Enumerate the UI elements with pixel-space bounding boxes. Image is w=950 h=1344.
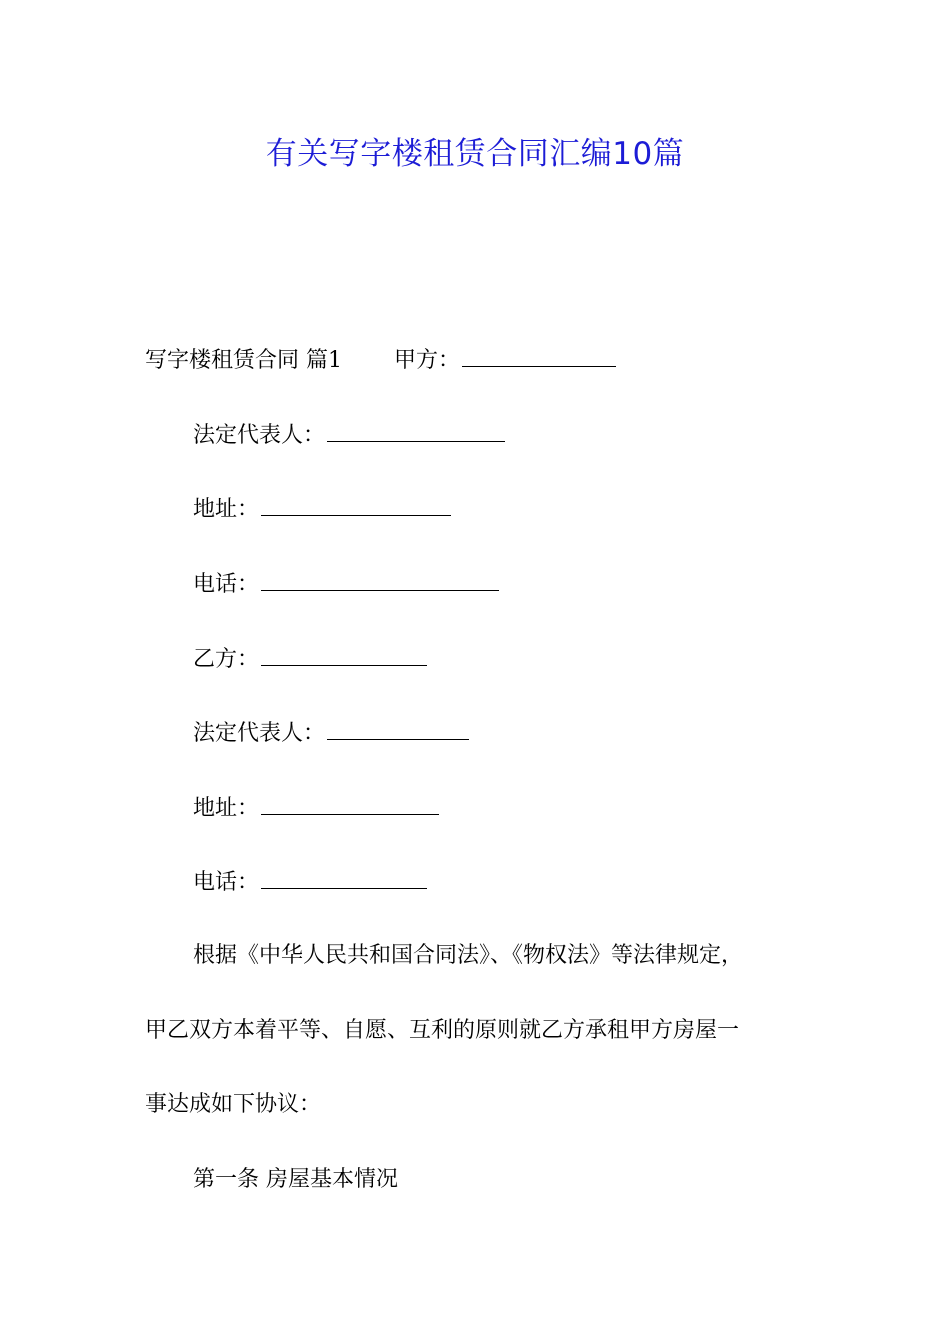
party-b-line xyxy=(193,643,427,675)
party-a-name-blank[interactable] xyxy=(462,344,616,367)
party-b-phone-line xyxy=(193,866,427,898)
article-1-heading: 第一条 房屋基本情况 xyxy=(193,1167,398,1192)
paragraph-line-3: 事达成如下协议： xyxy=(145,1092,322,1117)
party-a-rep-label: 法定代表人： xyxy=(193,423,326,448)
contract-heading-line xyxy=(145,344,616,376)
party-b-rep-blank[interactable] xyxy=(327,717,469,740)
party-b-address-label: 地址： xyxy=(193,796,260,821)
party-b-phone-label: 电话： xyxy=(193,870,260,895)
party-a-address-line xyxy=(193,493,451,525)
party-b-rep-label: 法定代表人： xyxy=(193,721,326,746)
party-a-phone-label: 电话： xyxy=(193,572,260,597)
party-a-address-label: 地址： xyxy=(193,497,260,522)
party-a-phone-line xyxy=(193,568,499,600)
party-b-address-line xyxy=(193,792,439,824)
party-a-rep-blank[interactable] xyxy=(327,419,505,442)
party-b-name-blank[interactable] xyxy=(261,643,427,666)
party-b-phone-blank[interactable] xyxy=(261,866,427,889)
party-a-phone-blank[interactable] xyxy=(261,568,499,591)
party-a-rep-line xyxy=(193,419,505,451)
party-a-address-blank[interactable] xyxy=(261,493,451,516)
party-b-label: 乙方： xyxy=(193,647,260,672)
paragraph-line-2: 甲乙双方本着平等、自愿、互利的原则就乙方承租甲方房屋一 xyxy=(145,1018,740,1043)
contract-heading: 写字楼租赁合同 篇1 xyxy=(145,348,342,373)
paragraph-line-1: 根据《中华人民共和国合同法》、《物权法》等法律规定， xyxy=(193,943,744,968)
party-b-rep-line xyxy=(193,717,469,749)
party-b-address-blank[interactable] xyxy=(261,792,439,815)
document-title: 有关写字楼租赁合同汇编10篇 xyxy=(265,136,685,172)
party-a-label: 甲方： xyxy=(394,348,461,373)
